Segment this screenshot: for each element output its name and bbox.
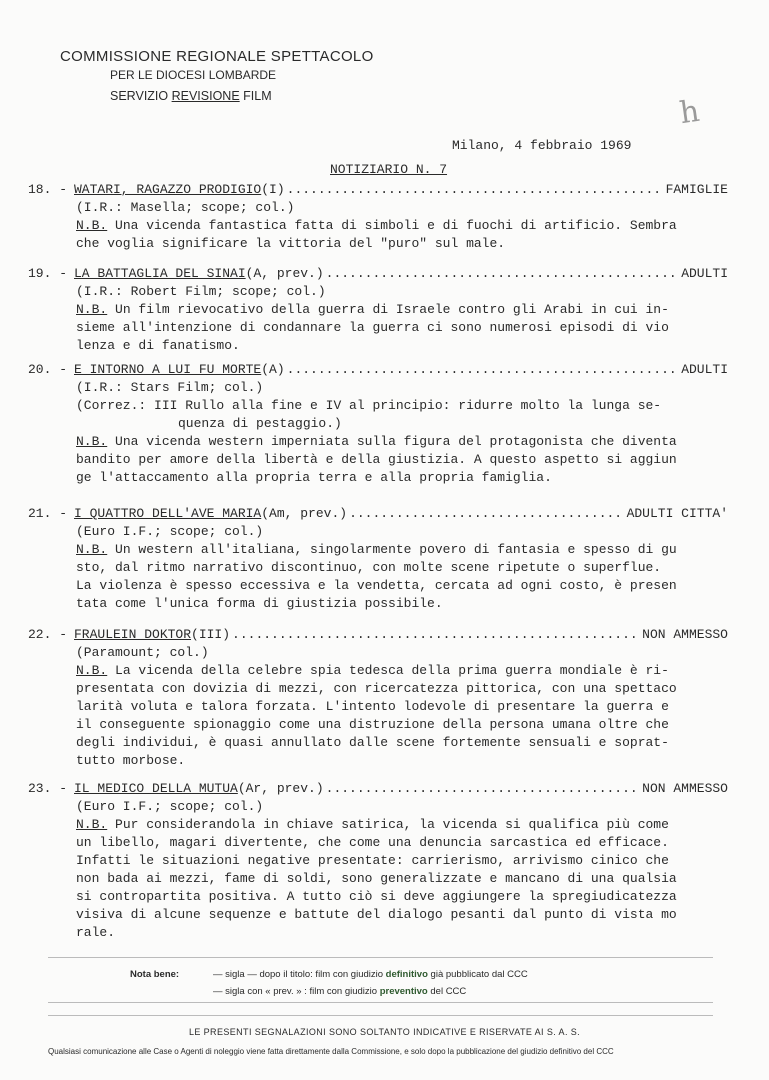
- dot-leader: [326, 780, 641, 798]
- review-line: [28, 541, 728, 559]
- film-title: I QUATTRO DELL'AVE MARIA: [74, 506, 262, 521]
- review-line: [28, 235, 728, 253]
- review-text: rale.: [76, 925, 116, 940]
- organization-subtitle: PER LE DIOCESI LOMBARDE: [110, 68, 277, 82]
- review-line: [28, 577, 728, 595]
- film-rating: NON AMMESSO: [642, 781, 728, 796]
- nota-row-1: [213, 969, 528, 980]
- review-text: tutto morbose.: [76, 753, 186, 768]
- nota-text: — sigla — dopo il titolo: film con giudizio: [213, 969, 384, 980]
- entry-number: 22. -: [28, 627, 68, 642]
- review-line: [28, 752, 728, 770]
- review-text: Una vicenda fantastica fatta di simboli e di fuochi di artificio. Sembra: [107, 218, 677, 233]
- entry-heading: [28, 505, 728, 523]
- entry-heading: [28, 265, 728, 283]
- dot-leader: [287, 361, 680, 379]
- service-name: [110, 89, 272, 103]
- review-line: [28, 734, 728, 752]
- review-line: [28, 924, 728, 942]
- film-title: LA BATTAGLIA DEL SINAI: [74, 266, 246, 281]
- entry-number: 23. -: [28, 781, 68, 796]
- entry-number: 21. -: [28, 506, 68, 521]
- film-entry: [28, 361, 728, 487]
- service-suffix: FILM: [239, 89, 272, 103]
- review-text: Pur considerandola in chiave satirica, la vicenda si qualifica più come: [107, 817, 669, 832]
- review-text: bandito per amore della libertà e della giustizia. A questo aspetto si aggiun: [76, 452, 677, 467]
- film-entry: [28, 626, 728, 770]
- review-text: che voglia significare la vittoria del "puro" sul male.: [76, 236, 506, 251]
- nota-highlight: preventivo: [379, 986, 428, 997]
- divider: [48, 1015, 713, 1016]
- film-title: FRAULEIN DOKTOR: [74, 627, 192, 642]
- film-entry: [28, 181, 728, 253]
- review-line: [28, 301, 728, 319]
- nb-label: N.B.: [76, 218, 108, 233]
- review-text: Un film rievocativo della guerra di Israele contro gli Arabi in cui in-: [107, 302, 669, 317]
- entry-heading: [28, 780, 728, 798]
- review-text: Una vicenda western imperniata sulla figura del protagonista che diventa: [107, 434, 677, 449]
- review-line: [28, 852, 728, 870]
- film-entry: [28, 780, 728, 942]
- nb-label: N.B.: [76, 434, 108, 449]
- review-text: Infatti le situazioni negative presentate: carrierismo, arrivismo cinico che: [76, 853, 669, 868]
- dot-leader: [287, 181, 664, 199]
- review-text: tata come l'unica forma di giustizia possibile.: [76, 596, 443, 611]
- review-text: sieme all'intenzione di condannare la guerra ci sono numerosi episodi di vio: [76, 320, 669, 335]
- film-title: E INTORNO A LUI FU MORTE: [74, 362, 262, 377]
- film-entry: [28, 505, 728, 613]
- film-details: (Paramount; col.): [76, 645, 209, 660]
- film-title: IL MEDICO DELLA MUTUA: [74, 781, 238, 796]
- review-text: Un western all'italiana, singolarmente povero di fantasia e spesso di gu: [107, 542, 677, 557]
- nota-row-2: [213, 986, 466, 997]
- review-line: [28, 716, 728, 734]
- nb-label: N.B.: [76, 663, 108, 678]
- review-text: ge l'attaccamento alla propria terra e alla propria famiglia.: [76, 470, 552, 485]
- nota-label: Nota bene:: [130, 969, 180, 980]
- review-line: [28, 217, 728, 235]
- review-line: [28, 870, 728, 888]
- film-rating: ADULTI: [681, 362, 728, 377]
- entry-heading: [28, 626, 728, 644]
- review-text: un libello, magari divertente, che come una denuncia sarcastica ed efficace.: [76, 835, 669, 850]
- film-details: (Correz.: III Rullo alla fine e IV al principio: ridurre molto la lunga se-: [76, 398, 662, 413]
- film-entry: [28, 265, 728, 355]
- film-details: (I.R.: Robert Film; scope; col.): [76, 284, 326, 299]
- dot-leader: [349, 505, 625, 523]
- review-text: La vicenda della celebre spia tedesca della prima guerra mondiale è ri-: [107, 663, 669, 678]
- review-text: degli individui, è quasi annullato dalle scene fortemente sensuali e soprat-: [76, 735, 669, 750]
- review-line: [28, 337, 728, 355]
- film-code: (III): [191, 627, 231, 642]
- film-title: WATARI, RAGAZZO PRODIGIO: [74, 182, 262, 197]
- film-code: (Ar, prev.): [237, 781, 324, 796]
- review-line: [28, 469, 728, 487]
- film-rating: ADULTI: [681, 266, 728, 281]
- review-line: [28, 319, 728, 337]
- review-line: [28, 888, 728, 906]
- footer-notice: LE PRESENTI SEGNALAZIONI SONO SOLTANTO INDICATIVE E RISERVATE AI S. A. S.: [188, 1027, 581, 1037]
- review-text: larità voluta e talora forzata. L'intento lodevole di presentare la guerra e: [76, 699, 669, 714]
- document-date: Milano, 4 febbraio 1969: [452, 138, 632, 153]
- service-underlined: REVISIONE: [171, 89, 240, 103]
- review-line: [28, 698, 728, 716]
- review-line: [28, 906, 728, 924]
- film-rating: FAMIGLIE: [665, 182, 728, 197]
- review-text: La violenza è spesso eccessiva e la vendetta, cercata ad ogni costo, è presen: [76, 578, 677, 593]
- review-line: [28, 595, 728, 613]
- review-line: [28, 451, 728, 469]
- film-rating: ADULTI CITTA': [626, 506, 728, 521]
- entry-heading: [28, 181, 728, 199]
- review-line: [28, 559, 728, 577]
- service-prefix: SERVIZIO: [110, 89, 172, 103]
- review-text: si contropartita positiva. A tutto ciò si deve aggiungere la spregiudicatezza: [76, 889, 677, 904]
- film-details: (I.R.: Masella; scope; col.): [76, 200, 295, 215]
- review-text: non bada ai mezzi, fame di soldi, sono generalizzate e mancano di una qualsia: [76, 871, 677, 886]
- footer-disclaimer: Qualsiasi comunicazione alle Case o Agenti di noleggio viene fatta direttamente dalla Commissione, e solo dopo la pubblicazione del giudizio definitivo del CCC: [48, 1047, 614, 1056]
- review-text: visiva di alcune sequenze e battute del dialogo pesanti dal punto di vista mo: [76, 907, 677, 922]
- divider: [48, 957, 713, 958]
- dot-leader: [326, 265, 680, 283]
- divider: [48, 1002, 713, 1003]
- film-rating: NON AMMESSO: [642, 627, 728, 642]
- entry-heading: [28, 361, 728, 379]
- nota-text: del CCC: [430, 986, 467, 997]
- review-text: il conseguente spionaggio come una distruzione della persona umana oltre che: [76, 717, 669, 732]
- review-line: [28, 816, 728, 834]
- film-code: (I): [261, 182, 285, 197]
- review-text: presentata con dovizia di mezzi, con ricercatezza pittorica, con una spettaco: [76, 681, 677, 696]
- film-code: (A): [261, 362, 285, 377]
- nota-text: — sigla con « prev. » : film con giudizio: [213, 986, 378, 997]
- dot-leader: [232, 626, 640, 644]
- review-line: [28, 433, 728, 451]
- film-details: (Euro I.F.; scope; col.): [76, 799, 264, 814]
- review-text: sto, dal ritmo narrativo discontinuo, con molte scene ripetute o superflue.: [76, 560, 662, 575]
- film-code: (A, prev.): [245, 266, 324, 281]
- film-details: quenza di pestaggio.): [178, 416, 342, 431]
- review-line: [28, 834, 728, 852]
- film-code: (Am, prev.): [261, 506, 348, 521]
- nb-label: N.B.: [76, 302, 108, 317]
- handwritten-mark: h: [677, 93, 702, 132]
- nb-label: N.B.: [76, 542, 108, 557]
- review-text: lenza e di fanatismo.: [76, 338, 240, 353]
- film-details: (I.R.: Stars Film; col.): [76, 380, 264, 395]
- organization-name: COMMISSIONE REGIONALE SPETTACOLO: [60, 48, 374, 65]
- review-line: [28, 662, 728, 680]
- entry-number: 18. -: [28, 182, 68, 197]
- nota-highlight: definitivo: [385, 969, 428, 980]
- nb-label: N.B.: [76, 817, 108, 832]
- nota-text: già pubblicato dal CCC: [430, 969, 528, 980]
- review-line: [28, 680, 728, 698]
- film-details: (Euro I.F.; scope; col.): [76, 524, 264, 539]
- entry-number: 20. -: [28, 362, 68, 377]
- bulletin-title: NOTIZIARIO N. 7: [330, 162, 448, 177]
- entry-number: 19. -: [28, 266, 68, 281]
